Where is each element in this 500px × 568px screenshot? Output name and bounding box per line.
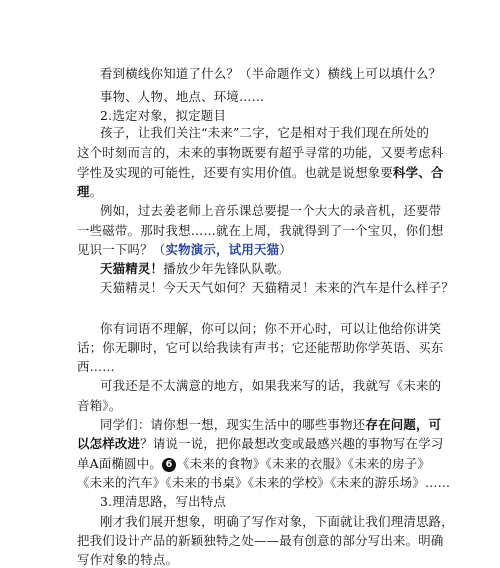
text-line <box>100 259 290 277</box>
text-run: 西…… <box>77 359 115 374</box>
text-run: 。 <box>89 184 103 199</box>
text-run: 可我还是不太满意的地方，如果我来写的话，我就写《未来的 <box>100 378 442 393</box>
text-line <box>77 473 450 491</box>
text-run: 事物、人物、地点、环境…… <box>100 89 265 104</box>
text-line <box>77 434 444 452</box>
text-line <box>77 396 121 414</box>
text-line <box>100 201 441 219</box>
text-run: 把我们设计产品的新颖独特之处——最有创意的部分写出来。明确 <box>77 533 444 548</box>
text-run: 音箱》。 <box>77 398 122 413</box>
text-line <box>77 338 444 356</box>
text-line <box>77 531 444 549</box>
text-run: 播放少年先锋队队歌。 <box>163 261 290 276</box>
text-line <box>77 221 444 239</box>
text-run: 例如，过去姜老师上音乐课总要提一个大大的录音机，还要带 <box>100 203 442 218</box>
text-run: 天猫精灵！今天天气如何？天猫精灵！未来的汽车是什么样子？ <box>100 280 454 295</box>
text-line <box>100 512 454 530</box>
text-run: 写作对象的特点。 <box>77 552 179 567</box>
bold-text-run: 以怎样改进 <box>77 436 141 451</box>
text-line <box>77 182 102 200</box>
text-run: 一些磁带。那时我想……就在上周，我就得到了一个宝贝，你们想 <box>77 223 444 238</box>
section-heading <box>100 492 226 510</box>
text-run: 《未来的汽车》《未来的书桌》《未来的学校》《未来的游乐场》…… <box>77 475 451 490</box>
text-run: 你有词语不理解，你可以问；你不开心时，可以让他给你讲笑 <box>100 321 442 336</box>
text-line <box>77 454 430 472</box>
text-run: 孩子，让我们关注“未来”二字，它是相对于我们现在所处的 <box>100 125 430 140</box>
text-line <box>100 415 441 433</box>
circled-number-icon: 6 <box>162 458 176 472</box>
text-run: 单A面椭圆中。 <box>77 456 163 471</box>
text-line <box>77 357 115 375</box>
text-run: 《未来的食物》《未来的衣服》《未来的房子》 <box>177 456 431 471</box>
bold-text-run: 理 <box>77 184 90 199</box>
highlight-text-run: 实物演示，试用天猫 <box>165 242 280 257</box>
bold-text-run: 科学、合 <box>393 165 444 180</box>
text-line <box>100 123 429 141</box>
text-run: 刚才我们展开想象，明确了写作对象，下面就让我们理清思路， <box>100 514 454 529</box>
text-line <box>77 163 444 181</box>
text-line <box>77 550 178 568</box>
text-run: 见识一下吗？（ <box>77 242 166 257</box>
text-run: 2.选定对象，拟定题目 <box>100 108 227 123</box>
text-run: ） <box>279 242 292 257</box>
text-line <box>77 143 444 161</box>
text-line <box>100 319 441 337</box>
text-line <box>100 376 441 394</box>
text-run: 话；你无聊时，它可以给我读有声书；它还能帮助你学英语、买东 <box>77 340 444 355</box>
text-run: 同学们：请你想一想，现实生活中的哪些事物还 <box>100 417 366 432</box>
bold-text-run: 存在问题，可 <box>365 417 442 432</box>
bold-text-run: 天猫精灵！ <box>100 261 164 276</box>
text-run: 学性及实现的可能性，还要有实用价值。也就是说想象要 <box>77 165 394 180</box>
text-line <box>100 278 454 296</box>
text-line <box>100 87 264 105</box>
text-line <box>100 64 441 82</box>
text-run: 看到横线你知道了什么？（半命题作文）横线上可以填什么？ <box>100 66 442 81</box>
text-run: ？请说一说，把你最想改变或最感兴趣的事物写在学习 <box>140 436 444 451</box>
text-run: 3.理清思路，写出特点 <box>100 494 227 509</box>
section-heading <box>100 106 226 124</box>
text-run: 这个时刻而言的，未来的事物既要有超乎寻常的功能，又要考虑科 <box>77 145 444 160</box>
text-line <box>77 240 292 258</box>
